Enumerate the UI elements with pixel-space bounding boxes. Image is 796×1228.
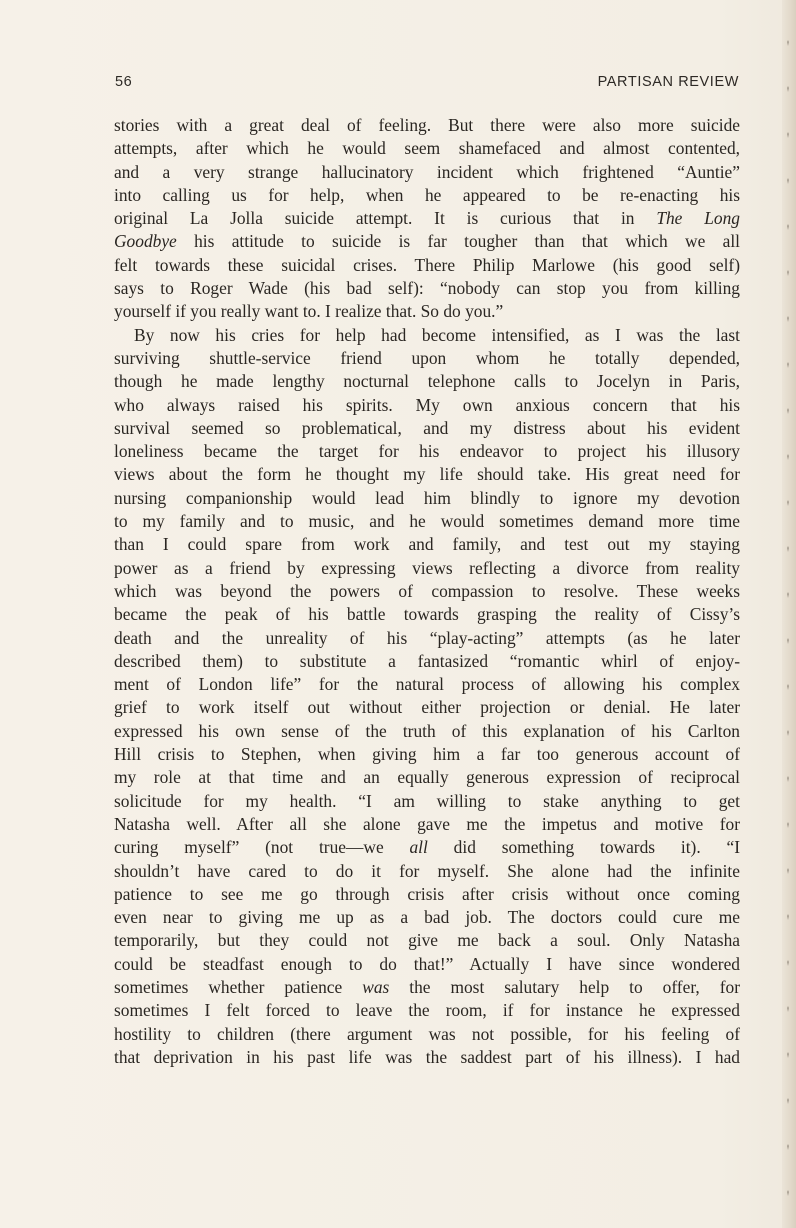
text-line: though he made lengthy nocturnal telephone calls to Jocelyn in Paris, — [114, 371, 740, 392]
page-gutter-edge — [782, 0, 796, 1228]
text-line: than I could spare from work and family, and test out my staying — [114, 534, 740, 555]
text-line: which was beyond the powers of compassion to resolve. These weeks — [114, 580, 740, 601]
page-edge-marks — [787, 0, 789, 1228]
text-line: Goodbye his attitude to suicide is far tougher than that which we all — [114, 231, 740, 252]
text-line: says to Roger Wade (his bad self): “nobody can stop you from killing — [114, 278, 740, 299]
text-line: death and the unreality of his “play-acting” attempts (as he later — [114, 627, 740, 648]
text-line: expressed his own sense of the truth of this explanation of his Carlton — [114, 720, 740, 741]
text-line: attempts, after which he would seem shamefaced and almost contented, — [114, 138, 740, 159]
text-line: solicitude for my health. “I am willing to stake anything to get — [114, 790, 740, 811]
text-line: power as a friend by expressing views reflecting a divorce from reality — [114, 557, 740, 578]
text-line: and a very strange hallucinatory incident which frightened “Auntie” — [114, 161, 740, 182]
text-line: to my family and to music, and he would sometimes demand more time — [114, 511, 740, 532]
text-line: patience to see me go through crisis after crisis without once coming — [114, 883, 740, 904]
text-line: original La Jolla suicide attempt. It is curious that in The Long — [114, 208, 740, 229]
text-line: into calling us for help, when he appeared to be re-enacting his — [114, 184, 740, 205]
text-line: temporarily, but they could not give me back a soul. Only Natasha — [114, 930, 740, 951]
text-line: hostility to children (there argument was not possible, for his feeling of — [114, 1023, 740, 1044]
text-line: even near to giving me up as a bad job. The doctors could cure me — [114, 907, 740, 928]
text-line: shouldn’t have cared to do it for myself. She alone had the infinite — [114, 860, 740, 881]
text-line: nursing companionship would lead him blindly to ignore my devotion — [114, 487, 740, 508]
text-line: ment of London life” for the natural process of allowing his complex — [114, 674, 740, 695]
text-line: became the peak of his battle towards grasping the reality of Cissy’s — [114, 604, 740, 625]
text-line: that deprivation in his past life was the saddest part of his illness). I had — [114, 1046, 740, 1067]
text-line: survival seemed so problematical, and my distress about his evident — [114, 417, 740, 438]
text-line: By now his cries for help had become intensified, as I was the last — [134, 324, 740, 345]
journal-title: PARTISAN REVIEW — [597, 74, 739, 90]
text-line: surviving shuttle-service friend upon whom he totally depended, — [114, 347, 740, 368]
text-line: sometimes I felt forced to leave the room, if for instance he expressed — [114, 1000, 740, 1021]
text-line: felt towards these suicidal crises. There Philip Marlowe (his good self) — [114, 254, 740, 275]
text-line: yourself if you really want to. I realize that. So do you.” — [114, 301, 504, 322]
body-text — [114, 114, 740, 1069]
text-line: who always raised his spirits. My own anxious concern that his — [114, 394, 740, 415]
text-line: could be steadfast enough to do that!” Actually I have since wondered — [114, 953, 740, 974]
text-line: stories with a great deal of feeling. But there were also more suicide — [114, 115, 740, 135]
text-line: grief to work itself out without either projection or denial. He later — [114, 697, 740, 718]
running-head — [115, 74, 739, 92]
text-line: loneliness became the target for his endeavor to project his illusory — [114, 441, 740, 462]
text-line: my role at that time and an equally generous expression of reciprocal — [114, 767, 740, 788]
text-line: described them) to substitute a fantasized “romantic whirl of enjoy- — [114, 650, 740, 671]
text-line: curing myself” (not true—we all did something towards it). “I — [114, 837, 740, 858]
text-line: Hill crisis to Stephen, when giving him a far too generous account of — [114, 744, 740, 765]
text-line: views about the form he thought my life should take. His great need for — [114, 464, 740, 485]
text-line: Natasha well. After all she alone gave me the impetus and motive for — [114, 813, 740, 834]
page-number: 56 — [115, 74, 133, 90]
text-line: sometimes whether patience was the most salutary help to offer, for — [114, 976, 740, 997]
